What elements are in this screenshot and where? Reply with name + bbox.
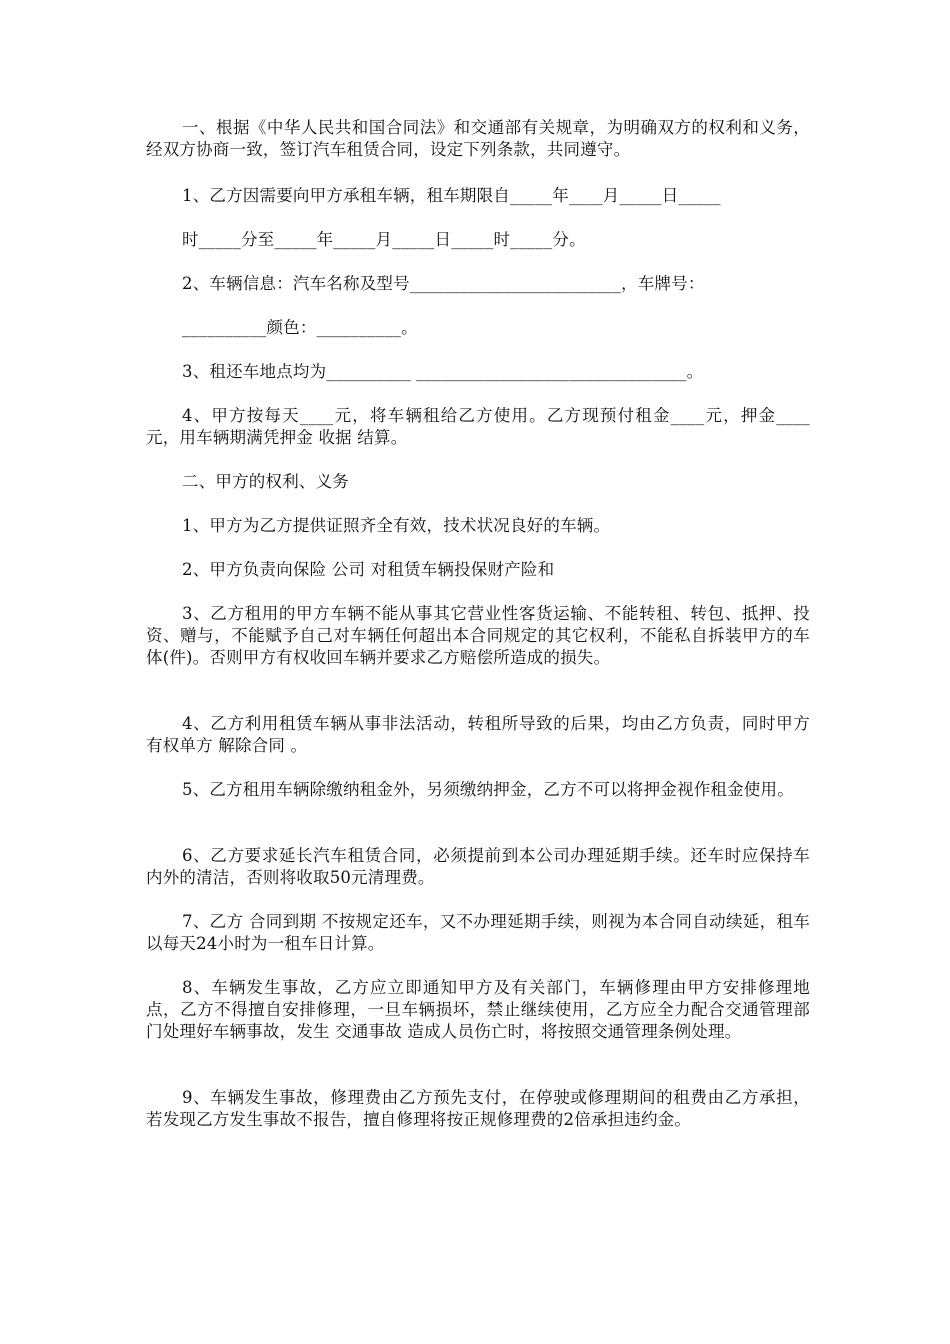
paragraph-4: 2、车辆信息：汽车名称及型号_________________________，车牌号： [182, 274, 705, 293]
paragraph-6: 3、租还车地点均为__________ ________________________________。 [182, 362, 704, 381]
section-heading-party-a: 二、甲方的权利、义务 [182, 472, 349, 491]
paragraph-14: 6、乙方要求延长汽车租赁合同，必须提前到本公司办理延期手续。还车时应保持车内外的清洁，否则将收取50元清理费。 [146, 846, 810, 887]
paragraph-15: 7、乙方 合同到期 不按规定还车，又不办理延期手续，则视为本合同自动续延，租车以每天24小时为一租车日计算。 [146, 912, 810, 953]
paragraph-1: 一、根据《中华人民共和国合同法》和交通部有关规章，为明确双方的权利和义务，经双方协商一致，签订汽车租赁合同，设定下列条款，共同遵守。 [146, 118, 810, 159]
paragraph-2: 1、乙方因需要向甲方承租车辆，租车期限自_____年____月_____日_____ [182, 186, 721, 205]
paragraph-7: 4、甲方按每天____元，将车辆租给乙方使用。乙方现预付租金____元，押金____元，用车辆期满凭押金 收据 结算。 [146, 406, 810, 447]
paragraph-10: 2、甲方负责向保险 公司 对租赁车辆投保财产险和 [182, 560, 555, 579]
paragraph-9: 1、甲方为乙方提供证照齐全有效，技术状况良好的车辆。 [182, 516, 611, 535]
paragraph-16: 8、车辆发生事故，乙方应立即通知甲方及有关部门，车辆修理由甲方安排修理地点，乙方不得擅自安排修理，一旦车辆损坏，禁止继续使用，乙方应全力配合交通管理部门处理好车辆事故，发生 交通事故 造成人员伤亡时，将按照交通管理条例处理。 [146, 978, 810, 1041]
paragraph-11: 3、乙方租用的甲方车辆不能从事其它营业性客货运输、不能转租、转包、抵押、投资、赠与，不能赋予自己对车辆任何超出本合同规定的其它权利，不能私自拆装甲方的车体(件)。否则甲方有权收回车辆并要求乙方赔偿所造成的损失。 [146, 604, 810, 667]
paragraph-13: 5、乙方租用车辆除缴纳租金外，另须缴纳押金，乙方不可以将押金视作租金使用。 [182, 780, 794, 799]
paragraph-17: 9、车辆发生事故，修理费由乙方预先支付，在停驶或修理期间的租费由乙方承担，若发现乙方发生事故不报告，擅自修理将按正规修理费的2倍承担违约金。 [146, 1088, 810, 1129]
paragraph-3: 时_____分至_____年_____月_____日_____时_____分。 [182, 230, 586, 249]
paragraph-5: __________颜色：__________。 [182, 318, 418, 337]
paragraph-12: 4、乙方利用租赁车辆从事非法活动，转租所导致的后果，均由乙方负责，同时甲方有权单方 解除合同 。 [146, 714, 810, 755]
